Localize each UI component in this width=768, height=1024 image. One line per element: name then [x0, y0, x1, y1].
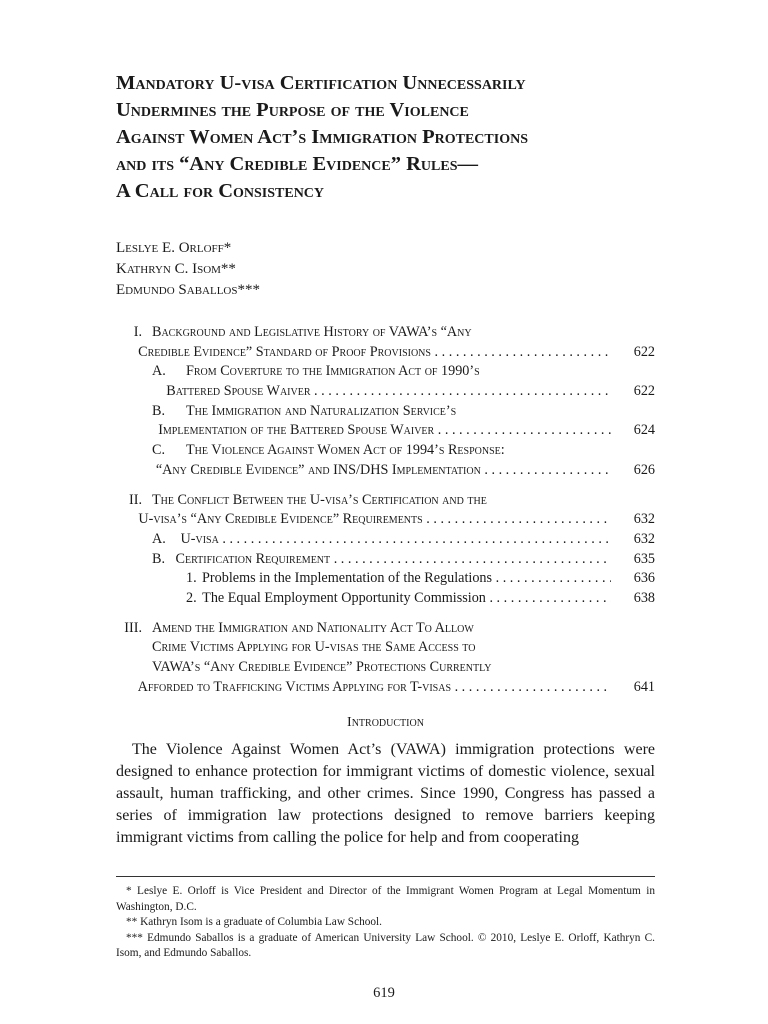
author: Kathryn C. Isom**: [116, 261, 236, 277]
author-list: [116, 238, 655, 301]
article-title: [116, 70, 655, 205]
toc-page-number: 622: [633, 343, 655, 360]
toc-page-number: 626: [633, 461, 655, 478]
toc-entry-text: Crime Victims Applying for U-visas the Same Access to: [152, 639, 476, 656]
title-line: Mandatory U-visa Certification Unnecessarily: [116, 72, 526, 94]
title-line: and its “Any Credible Evidence” Rules—: [116, 153, 478, 175]
toc-section-3: [116, 619, 655, 698]
toc-entry-text: The Equal Employment Opportunity Commission: [202, 589, 486, 606]
toc-number: C.: [152, 442, 166, 459]
title-line: Against Women Act’s Immigration Protections: [116, 126, 528, 148]
toc-number: 1.: [186, 570, 197, 587]
toc-page-number: 636: [633, 570, 655, 587]
toc-entry-text: Amend the Immigration and Nationality Act To Allow: [152, 619, 474, 636]
footnotes: [116, 884, 655, 962]
toc-entry-text: Credible Evidence” Standard of Proof Provisions: [138, 343, 431, 360]
footnote: * Leslye E. Orloff is Vice President and Director of the Immigrant Women Program at Legal Momentum in Washington, D.C.: [116, 885, 655, 913]
toc-entry-text: U-visa’s “Any Credible Evidence” Requirements: [138, 511, 423, 528]
toc-entry-text: Battered Spouse Waiver: [166, 383, 311, 400]
toc-entry-text: Certification Requirement: [175, 550, 331, 567]
footnote-divider: [116, 876, 655, 877]
toc-entry-text: The Immigration and Naturalization Service’s: [186, 402, 457, 419]
footnote: *** Edmundo Saballos is a graduate of American University Law School. © 2010, Leslye E. Orloff, Kathryn C. Isom, and Edmundo Saballos.: [116, 931, 655, 959]
article-page: [116, 70, 655, 865]
title-line: A Call for Consistency: [116, 180, 325, 202]
author: Leslye E. Orloff*: [116, 240, 232, 256]
toc-number: II.: [129, 491, 142, 508]
toc-page-number: 638: [633, 589, 655, 606]
toc-entry-text: “Any Credible Evidence” and INS/DHS Implementation: [155, 461, 481, 478]
title-line: Undermines the Purpose of the Violence: [116, 99, 469, 121]
toc-number: III.: [124, 619, 142, 636]
section-heading-introduction: Introduction: [347, 715, 424, 731]
toc-number: I.: [133, 324, 142, 340]
toc-entry-text: Implementation of the Battered Spouse Waiver: [158, 422, 435, 439]
toc-entry-text: The Conflict Between the U-visa’s Certification and the: [152, 491, 487, 508]
toc-entry-text: Afforded to Trafficking Victims Applying for T-visas: [137, 678, 452, 695]
toc-section-1: [116, 323, 655, 481]
toc-page-number: 635: [633, 550, 655, 567]
toc-page-number: 624: [633, 422, 655, 439]
toc-number: 2.: [186, 589, 197, 606]
toc-entry-text: U-visa: [180, 530, 219, 547]
toc-entry-text: The Violence Against Women Act of 1994’s Response:: [186, 442, 505, 459]
footnote: ** Kathryn Isom is a graduate of Columbia Law School.: [126, 916, 383, 928]
author: Edmundo Saballos***: [116, 282, 260, 298]
toc-number: B.: [152, 402, 166, 419]
toc-number: A.: [152, 530, 166, 547]
toc-entry-text: Problems in the Implementation of the Regulations: [202, 570, 493, 587]
toc-page-number: 632: [633, 511, 655, 528]
toc-page-number: 641: [633, 678, 655, 695]
table-of-contents: [116, 323, 655, 697]
toc-page-number: 622: [633, 383, 655, 400]
toc-entry-text: Background and Legislative History of VAWA’s “Any: [152, 324, 472, 340]
body-paragraph: The Violence Against Women Act’s (VAWA) immigration protections were designed to enhance protection for immigrant victims of domestic violence, sexual assault, human trafficking, and other crimes. Since 1990, Congress has passed a series of immigration law protections designed to remove barriers keeping immigrant victims from calling the police for help and from cooperating: [116, 741, 655, 847]
toc-entry-text: VAWA’s “Any Credible Evidence” Protections Currently: [152, 659, 492, 675]
toc-page-number: 632: [633, 530, 655, 547]
toc-number: A.: [152, 363, 166, 380]
toc-section-2: [116, 491, 655, 609]
toc-entry-text: From Coverture to the Immigration Act of 1990’s: [186, 363, 480, 380]
page-number: 619: [373, 985, 395, 1001]
toc-number: B.: [152, 550, 166, 567]
